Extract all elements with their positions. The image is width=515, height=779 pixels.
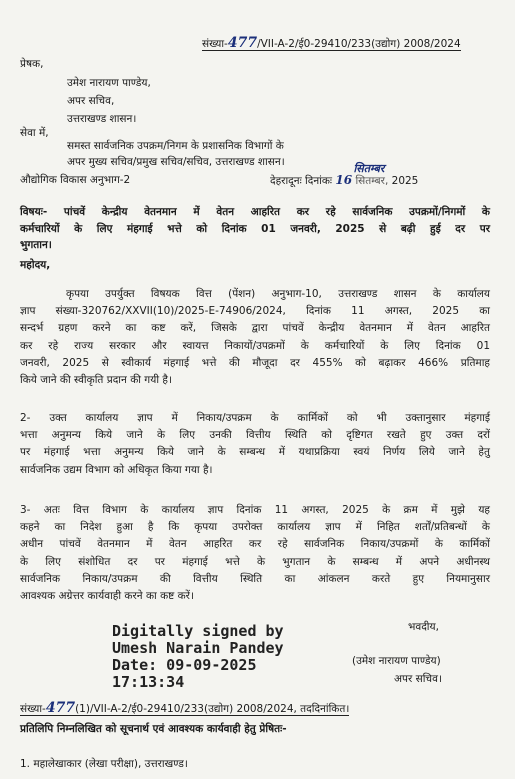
footer-ref-prefix: संख्या- bbox=[20, 703, 46, 715]
month-printed: सितम्बर, bbox=[355, 175, 389, 187]
digital-signature bbox=[112, 623, 284, 691]
recipient-label: सेवा में, bbox=[20, 127, 49, 139]
subject-line: विषयः- पांचवें केन्द्रीय वेतनमान में वेतन आहरित कर रहे सार्वजनिक उपक्रमों/निगमों के bbox=[20, 206, 490, 218]
para3-line: के लिए संशोधित दर पर मंहगाई भत्ते के भुगतान के सम्बन्ध में अपने अधीनस्थ bbox=[20, 555, 490, 568]
subject-line: भुगतान। bbox=[20, 239, 52, 251]
sender-office: उत्तराखण्ड शासन। bbox=[67, 113, 137, 125]
year: 2025 bbox=[391, 175, 419, 187]
para3-line: अधीन पांचवें वेतनमान में वेतन आहरित कर रहे सार्वजनिक निकाय/उपक्रमों के कार्मिकों bbox=[20, 538, 490, 551]
subject-line: कर्मचारियों के लिए मंहगाई भत्ते को दिनांक 01 जनवरी, 2025 से बढ़ी हुई दर पर bbox=[20, 222, 490, 235]
ref-suffix: /VII-A-2/ई0-29410/233(उद्योग) 2008/2024 bbox=[257, 38, 461, 50]
reference-number bbox=[202, 36, 461, 51]
sender-label: प्रेषक, bbox=[20, 58, 44, 70]
day-handwritten: 16 bbox=[335, 173, 353, 187]
paragraph-2 bbox=[20, 410, 490, 479]
signatory-name: (उमेश नारायण पाण्डेय) bbox=[352, 655, 441, 667]
recipient-line2: अपर मुख्य सचिव/प्रमुख सचिव/सचिव, उत्तराखण्ड शासन। bbox=[67, 156, 285, 168]
paragraph-1 bbox=[20, 286, 490, 389]
signature-line: Umesh Narain Pandey bbox=[112, 639, 284, 657]
month-handwritten: सितम्बर bbox=[353, 162, 385, 175]
paragraph-3 bbox=[20, 502, 490, 605]
closing: भवदीय, bbox=[408, 621, 439, 633]
copy-list-item: 1. महालेखाकार (लेखा परीक्षा), उत्तराखण्ड। bbox=[20, 758, 188, 770]
para1-line: ज्ञाप संख्या-320762/XXVII(10)/2025-E-74906/2024, दिनांक 11 अगस्त, 2025 का bbox=[20, 305, 490, 318]
footer-reference bbox=[20, 701, 349, 716]
para2-line: 2- उक्त कार्यालय ज्ञाप में निकाय/उपक्रम के कार्मिकों को भी उक्तानुसार मंहगाई bbox=[20, 412, 490, 424]
ref-prefix: संख्या- bbox=[202, 38, 228, 50]
salutation: महोदय, bbox=[20, 259, 51, 271]
para1-line: कर रहे राज्य सरकार और स्वायत्त निकायों/उपक्रमों के कर्मचारियों के लिए दिनांक 01 bbox=[20, 339, 490, 352]
copy-to-heading: प्रतिलिपि निम्नलिखित को सूचनार्थ एवं आवश्यक कार्यवाही हेतु प्रेषितः- bbox=[20, 723, 287, 735]
signatory-designation: अपर सचिव। bbox=[394, 673, 442, 685]
para2-line: सार्वजनिक उद्यम विभाग को अधिकृत किया गया है। bbox=[20, 463, 213, 476]
footer-ref-suffix: (1)/VII-A-2/ई0-29410/233(उद्योग) 2008/2024, तददिनांकित। bbox=[75, 703, 350, 715]
footer-ref-number-handwritten: 477 bbox=[45, 700, 76, 716]
para3-line: 3- अतः वित्त विभाग के कार्यालय ज्ञाप दिनांक 11 अगस्त, 2025 के क्रम में मुझे यह bbox=[20, 504, 490, 516]
recipient-line1: समस्त सार्वजनिक उपक्रम/निगम के प्रशासनिक विभागों के bbox=[67, 140, 284, 152]
signature-line: 17:13:34 bbox=[112, 673, 185, 691]
para1-line: किये जाने की स्वीकृति प्रदान की गयी है। bbox=[20, 374, 172, 387]
para1-line: सन्दर्भ ग्रहण करने का कष्ट करें, जिसके द्वारा पांचवें केन्द्रीय वेतनमान में वेतन आहरित bbox=[20, 322, 490, 335]
place-date-label: देहरादूनः दिनांकः bbox=[270, 175, 333, 187]
para1-line: जनवरी, 2025 से स्वीकार्य मंहगाई भत्ते की मौजूदा दर 455% को बढ़ाकर 466% प्रतिमाह bbox=[20, 356, 490, 369]
signature-line: Digitally signed by bbox=[112, 622, 284, 640]
para3-line: आवश्यक अग्रेत्तर कार्यवाही करने का कष्ट करें। bbox=[20, 590, 194, 603]
sender-designation: अपर सचिव, bbox=[67, 95, 115, 107]
para1-line: कृपया उपर्युक्त विषयक वित्त (पेंशन) अनुभाग-10, उत्तराखण्ड शासन के कार्यालय bbox=[66, 288, 490, 300]
para2-line: पर मंहगाई भत्ता अनुमन्य किये जाने के सम्बन्ध में यथाप्रक्रिया स्वयं निर्णय लिये जाने हेतु bbox=[20, 446, 490, 459]
ref-number-handwritten: 477 bbox=[227, 35, 258, 51]
section-name: औद्योगिक विकास अनुभाग-2 bbox=[20, 174, 131, 186]
para2-line: भत्ता अनुमन्य किये जाने के लिए उनकी वित्तीय स्थिति को दृष्टिगत रखते हुए उक्त दरों bbox=[20, 429, 490, 442]
para3-line: सार्वजनिक निकाय/उपक्रम की वित्तीय स्थिति का आंकलन करते हुए नियमानुसार bbox=[20, 572, 490, 585]
subject bbox=[20, 204, 490, 254]
sender-name: उमेश नारायण पाण्डेय, bbox=[67, 77, 151, 89]
place-date bbox=[270, 162, 419, 188]
signature-line: Date: 09-09-2025 bbox=[112, 656, 257, 674]
para3-line: कहने का निदेश हुआ है कि कृपया उपरोक्त कार्यालय ज्ञाप में निहित शर्तों/प्रतिबन्धों के bbox=[20, 521, 490, 534]
